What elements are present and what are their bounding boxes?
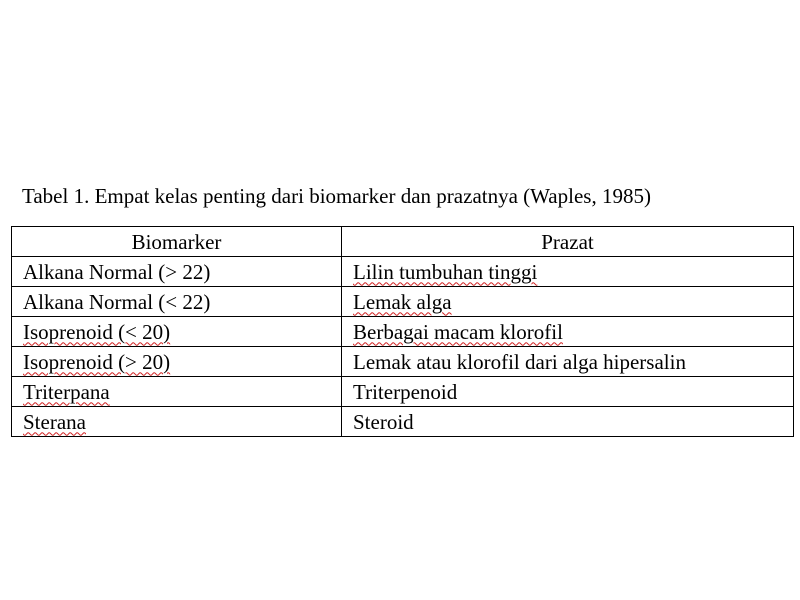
table-row [12, 347, 794, 377]
header-prazat: Prazat [342, 227, 794, 257]
table-caption: Tabel 1. Empat kelas penting dari biomarker dan prazatnya (Waples, 1985) [22, 184, 651, 208]
biomarker-text: Triterpana [23, 379, 110, 404]
table-row [12, 257, 794, 287]
prazat-cell [342, 287, 794, 317]
prazat-text: Lilin tumbuhan tinggi [353, 259, 538, 284]
biomarker-cell [12, 317, 342, 347]
table-row [12, 287, 794, 317]
biomarker-text: Isoprenoid (< 20) [23, 319, 171, 344]
table-row [12, 317, 794, 347]
prazat-cell [342, 317, 794, 347]
prazat-text: Lemak alga [353, 289, 452, 314]
table-row [12, 407, 794, 437]
prazat-cell: Triterpenoid [342, 377, 794, 407]
prazat-cell: Steroid [342, 407, 794, 437]
table-row [12, 377, 794, 407]
biomarker-cell: Alkana Normal (< 22) [12, 287, 342, 317]
prazat-cell: Lemak atau klorofil dari alga hipersalin [342, 347, 794, 377]
biomarker-text: Sterana [23, 409, 86, 434]
header-biomarker: Biomarker [12, 227, 342, 257]
biomarker-table [11, 226, 794, 437]
biomarker-cell [12, 347, 342, 377]
prazat-cell [342, 257, 794, 287]
table-header-row [12, 227, 794, 257]
biomarker-text: Isoprenoid (> 20) [23, 349, 171, 374]
biomarker-cell: Alkana Normal (> 22) [12, 257, 342, 287]
prazat-text: Berbagai macam klorofil [353, 319, 563, 344]
biomarker-cell [12, 407, 342, 437]
biomarker-cell [12, 377, 342, 407]
